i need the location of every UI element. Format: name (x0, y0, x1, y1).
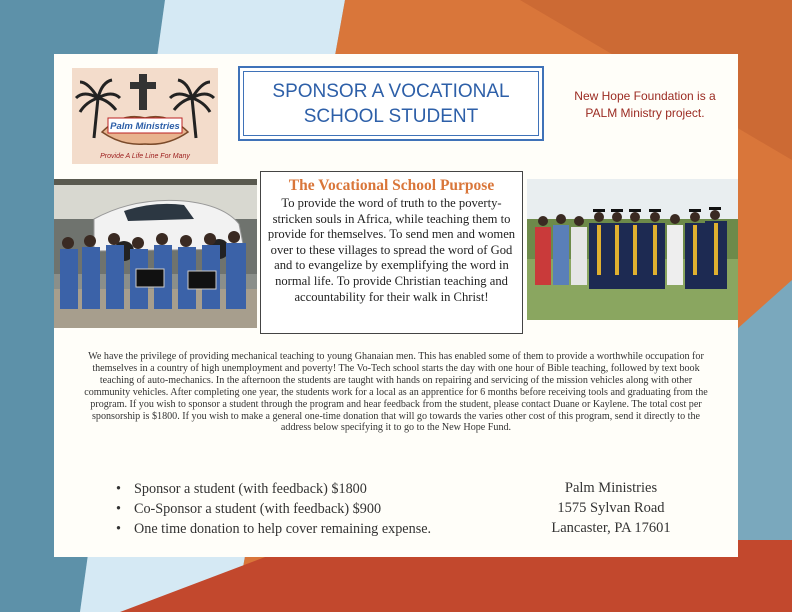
palm-ministries-logo (72, 68, 218, 164)
graduation-photo (527, 179, 738, 320)
logo-name: Palm Ministries (110, 121, 180, 132)
purpose-heading: The Vocational School Purpose (288, 177, 495, 194)
option-donation: • One time donation to help cover remaining expense. (114, 519, 504, 539)
sponsorship-options (114, 479, 504, 539)
address-name: Palm Ministries (564, 480, 658, 496)
logo-tagline: Provide A Life Line For Many (100, 153, 190, 160)
address-city: Lancaster, PA 17601 (551, 520, 671, 536)
students-with-car-photo (54, 179, 257, 328)
page-title: SPONSOR A VOCATIONAL SCHOOL STUDENT (272, 80, 510, 127)
address-street: 1575 Sylvan Road (557, 500, 665, 516)
option-sponsor: • Sponsor a student (with feedback) $1800 (114, 479, 504, 499)
mailing-address (516, 478, 706, 538)
foundation-note: New Hope Foundation is a PALM Ministry project. (574, 89, 716, 120)
title-box (238, 66, 544, 141)
purpose-text: To provide the word of truth to the poverty-stricken souls in Africa, while teaching them to provide for themselves. To send men and women over to these villages to spread the word of God and to evangelize by exemplifying the word in normal life. To provide Christian teaching and accountability for their walk in Christ! (267, 196, 516, 304)
purpose-box (260, 171, 523, 334)
program-description: We have the privilege of providing mechanical teaching to young Ghanaian men. This has enabled some of them to provide a worthwhile occupation for themselves in a country of high unemployment and poverty! The Vo-Tech school starts the day with one hour of Bible teaching, followed by text book teaching of auto-mechanics. In the afternoon the students are taught with hands on repairing and servicing of the mission vehicles along with other community vehicles. After completing one year, the students work for a local as an apprentice for 6 months before receiving tools and graduating from the program. If you wish to sponsor a student through the program and hear feedback from the student, please contact Duane or Kaylene. The total cost per sponsorship is $1800. If you wish to make a general one-time donation that will go towards the varies other cost of this program, send it directly to the address below specifying it to go to the New Hope Fund. (84, 351, 708, 434)
option-co-sponsor: • Co-Sponsor a student (with feedback) $900 (114, 499, 504, 519)
